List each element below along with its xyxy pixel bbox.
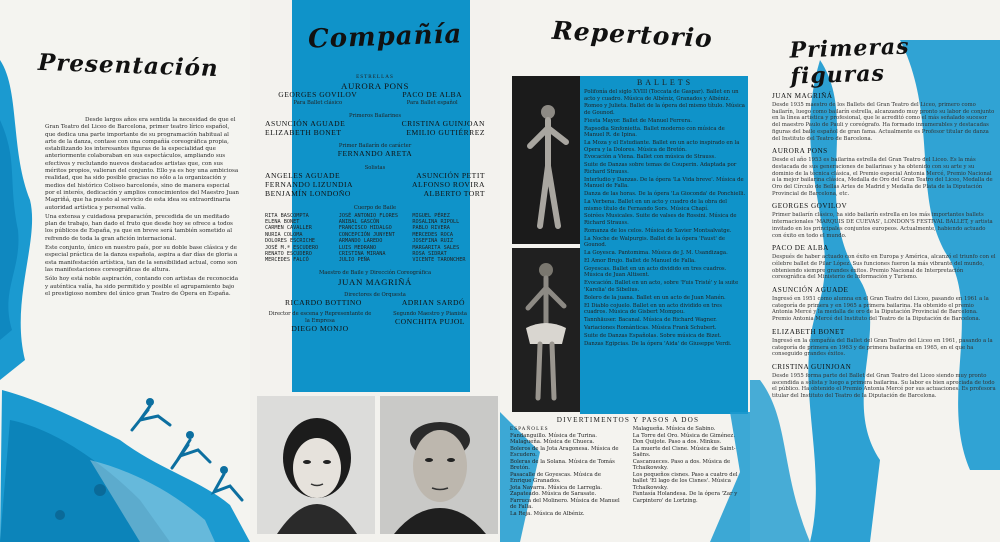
figure-name: AURORA PONS xyxy=(772,147,828,156)
estrellas-label: ESTRELLAS xyxy=(356,74,394,80)
ballet-entry: La Moza y el Estudiante. Ballet en un acto inspirado en la Opera y la Dolores. Música de Bretón. xyxy=(584,140,740,153)
figure-entry xyxy=(772,202,996,239)
cuerpo-dancer-name: ROSALINA RIPOLL xyxy=(412,218,460,225)
primeras-figuras-panel xyxy=(750,0,1000,542)
figure-bio: Desde 1935 maestro de los Ballets del Gran Teatro del Liceo, primero como bailarín, luego como bailarín estrella, alcanzando muy pronto su labor de conjunto en la línea artística y profesional, que le acreditó como el más señalado sucesor del maestro Paulo de Pauli y coreógrafo. Ha formado innumerables y destacadas figuras del baile español de gran fama. Actualmente es Profesor titular de danza del Instituto del Teatro de Barcelona. xyxy=(772,102,995,142)
star-pair-name: GEORGES GOVILOV xyxy=(278,90,358,99)
divertimento-entry: Don Quijote. Paso a dos. Minkus. xyxy=(632,439,722,445)
cuerpo-dancer-name: MERCEDES FALCÓ xyxy=(265,257,309,264)
maestro2-name: CONCHITA PUJOL xyxy=(395,316,465,326)
cuerpo-dancer-name: RENATO ESCUDERO xyxy=(265,251,312,258)
divertimentos-columns xyxy=(510,426,746,517)
repertorio-panel xyxy=(500,0,750,542)
maestro2-label: Segundo Maestro y Pianista xyxy=(393,310,467,317)
maestro-name: JUAN MAGRIÑÁ xyxy=(338,276,412,287)
cuerpo-dancer-name: JOSÉ ANTONIO FLORES xyxy=(338,212,399,219)
orquesta-name: ADRIAN SARDÓ xyxy=(401,297,465,307)
divertimento-entry: Farruca del Molinero. Música de Manuel de Falla. xyxy=(510,497,620,510)
divertimento-entry: La muerte del Cisne. Música de Saint-Saëns. xyxy=(632,445,736,458)
primeros-name: ELIZABETH BONET xyxy=(265,127,342,137)
figure-entry xyxy=(772,286,996,323)
divertimentos-left-column xyxy=(510,426,623,517)
ballet-entry: Evocación. Ballet en un acto, sobre 'Fuis Tristé' y la suite 'Karelia' de Sibelius. xyxy=(584,280,739,293)
presentacion-paragraph: Una extensa y cuidadosa preparación, precedida de un meditado plan de trabajo, han dado el fruto que desde hoy se ofrece a todos los públicos de España, ya que en breve será también sometido al refrendo de toda la gran afición internacional. xyxy=(45,213,233,242)
ballet-entry: Romeo y Julieta. Ballet de la ópera del mismo título. Música de Gounod. xyxy=(584,103,745,116)
ballet-entry: El Amor Brujo. Ballet de Manuel de Falla. xyxy=(584,257,696,264)
ballet-entry: Goyescas. Ballet en un acto dividido en tres cuadros. Música de Juan Altisent. xyxy=(584,265,727,279)
ballet-entry: Romanza de los celos. Música de Xavier Montsalvatge. xyxy=(584,227,732,234)
cuerpo-de-baile-grid xyxy=(265,213,485,264)
cuerpo-dancer-name: JULIO PEÑA xyxy=(338,257,370,264)
ballet-entry: Rapsodia Sinfonietta. Ballet moderno con música de Manuel R. de Ipina. xyxy=(584,125,725,139)
divertimento-entry: Cascanueces. Paso a dos. Música de Tchaikowsky. xyxy=(632,458,731,471)
female-portrait-photo xyxy=(257,396,375,534)
cuerpo-dancer-name: MARGARITA SALES xyxy=(412,244,460,251)
caracter-label: Primer Bailarín de carácter xyxy=(338,143,412,150)
divertimento-entry: Fandanguillo. Música de Turina. xyxy=(510,432,597,439)
divertimento-entry: Zapateado. Música de Sarasate. xyxy=(510,491,597,497)
cuerpo-dancer-name: ELENA BONET xyxy=(265,218,300,225)
cuerpo-dancer-name: RITA BASCOMPTA xyxy=(265,212,309,219)
solistas-row xyxy=(265,190,485,199)
star-pair-item xyxy=(265,91,371,107)
presentacion-paragraph: Sólo hoy está noble aspiración, contando con artistas de reconocida y auténtica valía, ha sido permitido y posible el agrupamiento bajo el prestigioso nombre del único gran Teatro de Ópera en España. xyxy=(45,276,239,297)
primeros-name: EMILIO GUTIÉRREZ xyxy=(406,127,485,137)
cuerpo-dancer-name: VICENTE TARONCHER xyxy=(412,257,466,264)
ballet-entry: Suite de Danzas sobre temas de Couperin. Adaptada por Richard Strauss. xyxy=(584,162,737,175)
solista-name: ASUNCIÓN PETIT xyxy=(416,171,485,181)
ballet-entry: La Verbena. Ballet en un acto y cuadro de la obra del mismo título de Fernando Sors. Música Chapí. xyxy=(584,199,728,212)
cuerpo-dancer-name: ANIBAL GASCÓN xyxy=(338,218,380,225)
figure-name: ELIZABETH BONET xyxy=(772,327,845,336)
direccion-item xyxy=(377,311,483,334)
figure-name: ASUNCIÓN AGUADE xyxy=(772,286,849,295)
solista-name: ALBERTO TORT xyxy=(423,188,485,198)
ballet-entry: Interludio y Danzas. De la ópera 'La Vida breve'. Música de Manuel de Falla. xyxy=(584,176,744,190)
ballet-entry: Danza de las horas. De la ópera 'La Gioconda' de Ponchielli. xyxy=(584,191,746,198)
primeros-row xyxy=(265,129,485,138)
star-name: AURORA PONS xyxy=(341,81,409,91)
divertimentos-right-column xyxy=(633,426,746,517)
solistas-label: Solistas xyxy=(364,165,386,172)
divertimentos-label: DIVERTIMENTOS Y PASOS A DOS xyxy=(556,416,700,424)
maestro-label: Maestro de Baile y Dirección Coreográfica xyxy=(318,269,432,276)
divertimento-entry: La Reja. Música de Albéniz. xyxy=(510,510,585,517)
solista-name: ALFONSO ROVIRA xyxy=(411,179,485,189)
cuerpo-dancer-name: ROSA SIDRAT xyxy=(412,251,447,258)
divertimentos-right-entries xyxy=(633,426,746,504)
figure-entry xyxy=(772,92,996,142)
cuerpo-dancer-name: JOSÉ M.ª ESCUDERO xyxy=(265,244,319,251)
figure-bio: Desde el año 1953 es bailarina estrella del Gran Teatro del Liceo. Es la más destacada de sus generaciones de bailarinas y ha obtenido con su arte y su dominio de la técnica clásica, el Premio especial Antonia Mercé, Premio Nacional a la mejor bailarina clásica, Medalla de Oro del Gran Teatro del Liceo, Medalla de Oro del Círculo de Bellas Artes de Madrid y Medalla de Plata de la Diputación Provincial de Barcelona, etc. xyxy=(772,157,993,197)
figure-bio: Ingresó en la compañía del Ballet del Gran Teatro del Liceo en 1961, pasando a la categoría de primera en 1963 y de primera bailarina en 1965, en el que ha conseguido grandes éxitos. xyxy=(772,337,993,358)
figures-list xyxy=(772,92,996,405)
direccion-item xyxy=(267,311,373,334)
ballet-entry: El Diablo cojuelo. Ballet en un acto dividido en tres cuadros. Música de Gisbert Mompou. xyxy=(584,302,722,316)
presentacion-panel xyxy=(0,0,250,542)
cuerpo-dancer-name: ARMANDO LAREDO xyxy=(338,238,383,245)
stars-pair xyxy=(265,91,485,107)
divertimento-entry: Fantasía Holandesa. De la ópera 'Zar y Carpintero' de Lortzing. xyxy=(632,491,738,504)
figure-bio: Desde 1955 forma parte del Ballet del Gran Teatro del Liceo siendo muy pronto ascendida a solista y luego a primera bailarina. Su labor es bien apreciada de todo el público. Ha obtenido el Premio Antonia Mercé por sus actuaciones. Es profesora titular del Instituto del Teatro de la Diputación de Barcelona. xyxy=(772,372,996,400)
solista-name: ANGELES AGUADE xyxy=(265,171,341,181)
cuerpo-dancer-name: CRISTINA MIRANA xyxy=(338,251,386,258)
figure-name: JUAN MAGRIÑÁ xyxy=(772,92,833,100)
divertimentos-section xyxy=(510,416,746,517)
cuerpo-dancer-name: CONCEPCIÓN JUNYENT xyxy=(338,231,395,238)
star-pair-note: Para Ballet clásico xyxy=(293,99,343,106)
compania-title: Compañía xyxy=(307,19,463,55)
divertimento-entry: Malagueña. Música de Sabino. xyxy=(632,426,716,432)
figure-name: GEORGES GOVILOV xyxy=(772,202,848,211)
divertimento-entry: Boleros de la Jota Aragonesa. Música de Escudero. xyxy=(510,445,619,458)
ballet-entry: Fiesta Mayor. Ballet de Manuel Ferrera. xyxy=(584,117,692,124)
figure-entry xyxy=(772,363,996,400)
star-pair-name: PACO DE ALBA xyxy=(402,90,463,99)
ballets-label: BALLETS xyxy=(636,78,694,87)
escena-label: Director de escena y Representante de la Empresa xyxy=(268,310,372,324)
presentacion-body xyxy=(45,117,241,298)
figure-bio: Después de haber actuado con éxito en Europa y América, alcanzó el triunfo con el célebre ballet de Pilar López. Sus funciones fueron la más vibrante del mundo, obteniendo siempre grandes éxitos. Premio Nacional de Interpretación coreográfica del Ministerio de Información y Turismo. xyxy=(772,254,996,281)
figure-bio: Primer bailarín clásico, ha sido bailarín estrella en los más importantes ballets internacionales 'MARQUIS DE CUEVAS', LONDON'S FESTIVAL BALLET, y artista invitado en los principales conjuntos europeos. Actualmente, habiendo actuado con éxito en todo el mundo. xyxy=(772,212,993,239)
star-pair-item xyxy=(379,91,485,107)
presentacion-paragraph: Desde largos años era sentida la necesidad de que el Gran Teatro del Liceo de Barcelona, primer teatro lírico español, que dedica una parte importante de su programación habitual al arte de la danza, contase con una compañía coreográfica propia, estabilizando los interesantes figuras de la especialidad que anteriormente colaboraban en sus espectáculos, ampliando sus efectivos y reclutando nuevos destacados artistas que, con sus méritos propios, valieran del conjunto. Ello ya es hoy una ambiciosa realidad, que ha sido posible gracias no sólo a la organización y medios del histórico Coliseo barcelonés, sino de manera especial por el interés, dedicación y amplios conocimientos del Maestro Juan Magriñá, que ha puesto al servicio de esta idea su extraordinaria autoridad artística y personal valía. xyxy=(45,117,240,211)
ballet-entry: Tannhäuser. Bacanal. Música de Richard Wagner. xyxy=(584,316,717,323)
female-dancer-photo xyxy=(512,248,580,412)
ballets-list xyxy=(584,78,746,348)
ballet-entry: Variaciones Románticas. Música Frank Schubert. xyxy=(584,324,717,331)
ballet-entry: La Goyesca. Pantomima. Música de J. M. Usandizaga. xyxy=(584,250,728,257)
figure-entry xyxy=(772,147,996,197)
ballet-entry: Soirées Musicales. Suite de valses de Rossini. Música de Richard Strauss. xyxy=(584,213,737,226)
orquesta-name: RICARDO BOTTINO xyxy=(284,297,362,307)
escena-name: DIEGO MONJO xyxy=(291,323,349,333)
ballet-entry: Bolero de la juana. Ballet en un acto de Juan Manén. xyxy=(584,294,726,301)
figure-bio: Ingresó en 1951 como alumna en el Gran Teatro del Liceo, pasando en 1961 a la categoría de primera y en 1965 a primera bailarina. Ha obtenido el premio Antonia Mercé y la medalla de oro de la Diputación Provincial de Barcelona. Premio Antonia Mercé del Instituto del Teatro de la Diputación de Barcelona. xyxy=(772,296,989,323)
ballet-entry: Polifonía del siglo XVIII (Toccata de Gaspar). Ballet en un acto y cuadro. Música de Albéniz, Granados y Albéniz. xyxy=(584,89,739,102)
divertimentos-left-entries xyxy=(510,433,623,518)
divertimento-entry: Malagueña. Música de Chueca. xyxy=(510,439,595,445)
cuerpo-dancer-name: PABLO RIVERA xyxy=(412,225,450,232)
solista-name: BENJAMÍN LONDOÑO xyxy=(265,188,351,198)
orquesta-label: Directores de Orquesta xyxy=(344,291,406,298)
caracter-name: FERNANDO ARETA xyxy=(337,149,413,159)
ballet-entry: Danzas Egipcias. De la ópera 'Aida' de Giuseppe Verdi. xyxy=(584,340,732,347)
divertimento-entry: Jota Navarra. Música de Larregla. xyxy=(510,484,602,491)
male-dancer-photo xyxy=(512,76,580,244)
compania-cast-list xyxy=(265,74,485,333)
cuerpo-dancer-name: FRANCISCO HIDALGO xyxy=(338,225,392,232)
ballets-entries xyxy=(584,89,746,347)
cuerpo-dancer-name: DOLORES ESCRICHE xyxy=(265,238,315,245)
figure-name: CRISTINA GUINJOAN xyxy=(772,362,852,371)
figure-name: PACO DE ALBA xyxy=(772,244,829,253)
divertimentos-left-header: ESPAÑOLES xyxy=(510,426,549,432)
cuerpo-row xyxy=(265,257,485,263)
ballet-entry: Suite de Danzas Españolas. Sobre música de Bizet. xyxy=(584,332,722,339)
ballet-entry: Evocación a Viena. Ballet con música de Strauss. xyxy=(584,154,716,161)
cuerpo-dancer-name: CARMEN CAVALLER xyxy=(265,225,312,232)
orquesta-row xyxy=(265,299,485,308)
divertimento-entry: La Torre del Oro. Música de Giménez. xyxy=(632,432,735,439)
cuerpo-dancer-name: NURIA COLOMA xyxy=(265,231,303,238)
cuerpo-dancer-name: MERCEDES ROCA xyxy=(412,231,454,238)
ballet-entry: La Noche de Walpurgis. Ballet de la ópera 'Faust' de Gounod. xyxy=(584,235,726,249)
cuerpo-dancer-name: LUIS MEDRANO xyxy=(338,244,377,251)
cuerpo-label: Cuerpo de Baile xyxy=(353,204,397,211)
repertorio-title: Repertorio xyxy=(551,15,714,54)
star-pair-note: Para Ballet español xyxy=(406,99,458,106)
figure-entry xyxy=(772,328,996,358)
primeros-label: Primeros Bailarines xyxy=(348,112,402,119)
presentacion-paragraph: Este conjunto, único en nuestro país, por su doble base clásica y de especial práctica de la danza española, aspira a dar días de gloria a esta manifestación artística, tan de la sensibilidad actual, como son las manifestaciones coreográficas de altura. xyxy=(45,245,238,273)
divertimento-entry: Los pequeños cisnes. Paso a cuatro del ballet 'El lago de los Cisnes'. Música Tchaikowsky. xyxy=(632,471,738,491)
male-portrait-photo xyxy=(380,396,498,534)
divertimento-entry: Boleras de la Solana. Música de Tomás Bretón. xyxy=(510,458,615,471)
presentacion-title: Presentación xyxy=(37,48,220,83)
figure-entry xyxy=(772,244,996,281)
primeros-name: CRISTINA GUINJOAN xyxy=(401,118,485,128)
cuerpo-dancer-name: MIGUEL PÉREZ xyxy=(412,212,450,219)
primeras-figuras-title: Primeras figuras xyxy=(789,33,910,90)
solista-name: FERNANDO LIZUNDIA xyxy=(265,179,354,189)
divertimento-entry: Pasacalle de Goyescas. Música de Enrique Granados. xyxy=(510,471,601,484)
direccion-row xyxy=(265,311,485,334)
cuerpo-dancer-name: JOSEFINA RUIZ xyxy=(412,238,454,245)
primeros-name: ASUNCIÓN AGUADE xyxy=(265,118,346,128)
